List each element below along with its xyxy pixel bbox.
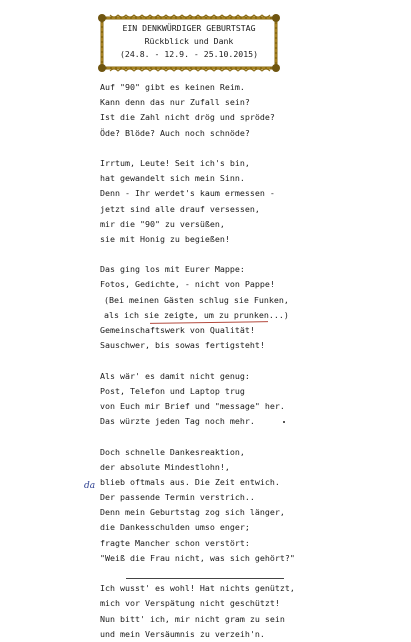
- stanza-5: [100, 445, 295, 567]
- poem-line: Fotos, Gedichte, - nicht von Pappe!: [100, 279, 275, 290]
- poem-line: Irrtum, Leute! Seit ich's bin,: [100, 157, 250, 168]
- header-subtitle: Rückblick und Dank: [144, 36, 234, 46]
- poem-line: Ich wusst' es wohl! Hat nichts genützt,: [100, 583, 295, 594]
- poem-line: Das ging los mit Eurer Mappe:: [100, 264, 245, 275]
- poem-line: mir die "90" zu versüßen,: [100, 218, 225, 229]
- poem-line: die Dankesschulden umso enger;: [100, 522, 250, 533]
- poem: [100, 80, 295, 642]
- poem-line: und mein Versäumnis zu verzeih'n.: [100, 628, 265, 639]
- poem-line: der absolute Mindestlohn!,: [100, 461, 230, 472]
- poem-line: Ist die Zahl nicht drög und spröde?: [100, 112, 275, 123]
- stanza-2: [100, 156, 295, 247]
- stanza-3: [100, 262, 295, 353]
- poem-line: Nun bitt' ich, mir nicht gram zu sein: [100, 613, 285, 624]
- poem-line: (Bei meinen Gästen schlug sie Funken,: [104, 294, 289, 305]
- poem-line: mich vor Verspätung nicht geschützt!: [100, 598, 280, 609]
- poem-line: Doch schnelle Dankesreaktion,: [100, 446, 245, 457]
- poem-line: fragte Mancher schon verstört:: [100, 537, 250, 548]
- stanza-1: [100, 80, 295, 141]
- poem-line: hat gewandelt sich mein Sinn.: [100, 173, 245, 184]
- header-dates: (24.8. - 12.9. - 25.10.2015): [119, 49, 259, 59]
- poem-line: Das würzte jeden Tag noch mehr.: [100, 416, 255, 427]
- header-frame: [98, 14, 280, 72]
- poem-line: sie mit Honig zu begießen!: [100, 233, 230, 244]
- poem-line: blieb oftmals aus. Die Zeit entwich.: [100, 476, 280, 487]
- header-title: EIN DENKWÜRDIGER GEBURTSTAG: [122, 23, 256, 33]
- poem-line: Denn - Ihr werdet's kaum ermessen -: [100, 188, 275, 199]
- poem-line: Kann denn das nur Zufall sein?: [100, 97, 250, 108]
- stanza-6: [100, 581, 295, 642]
- stanza-4: [100, 369, 295, 430]
- poem-line: Post, Telefon und Laptop trug: [100, 385, 245, 396]
- poem-line: Gemeinschaftswerk von Qualität!: [100, 325, 255, 335]
- poem-line: Denn mein Geburtstag zog sich länger,: [100, 507, 285, 518]
- poem-line: von Euch mir Brief und "message" her.: [100, 400, 285, 411]
- handwritten-margin-note: da: [84, 481, 96, 491]
- closing-rule: [126, 578, 284, 579]
- poem-line: Öde? Blöde? Auch noch schnöde?: [100, 127, 250, 138]
- poem-line: jetzt sind alle drauf versessen,: [100, 203, 260, 214]
- poem-line: Auf "90" gibt es keinen Reim.: [100, 82, 245, 92]
- poem-line: Der passende Termin verstrich..: [100, 492, 255, 503]
- stray-dot: [283, 421, 285, 423]
- poem-line: Sauschwer, bis sowas fertigsteht!: [100, 340, 265, 351]
- poem-line: "Weiß die Frau nicht, was sich gehört?": [100, 552, 295, 563]
- poem-line: als ich sie zeigte, um zu prunken...): [104, 309, 289, 320]
- poem-line: Als wär' es damit nicht genug:: [100, 370, 250, 381]
